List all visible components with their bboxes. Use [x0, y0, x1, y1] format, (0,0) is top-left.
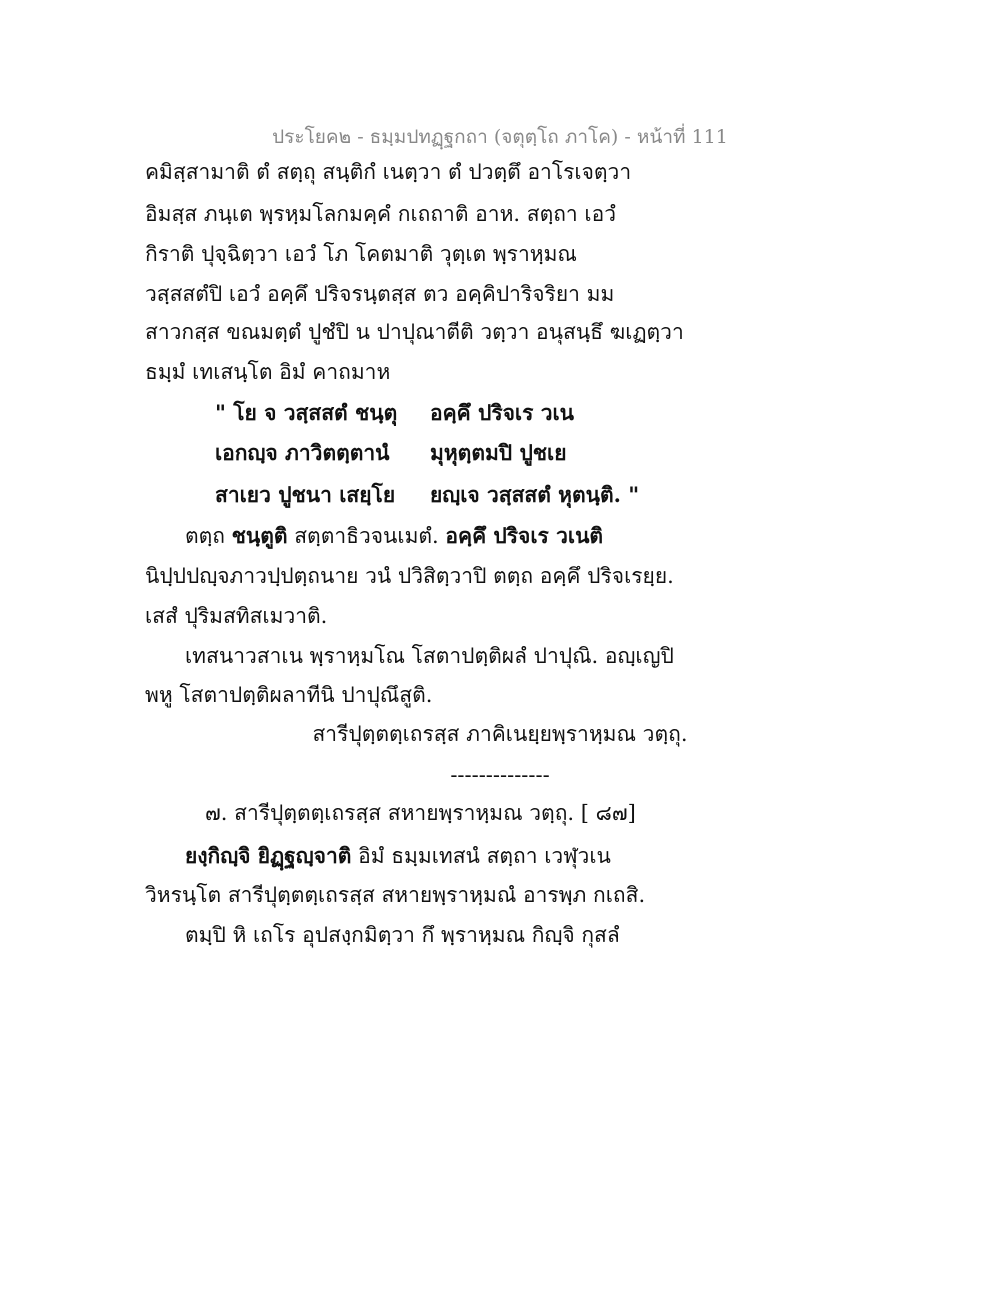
text-line: อิมสฺส ภนฺเต พฺรหฺมโลกมคฺคํ กเถถาติ อาห. สตฺถา เอวํ — [145, 202, 616, 226]
verse-line-b: ยญฺเจ วสฺสสตํ หุตนฺติ. " — [430, 482, 640, 507]
verse-line-a: " โย จ วสฺสสตํ ชนฺตุ — [215, 400, 398, 425]
verse-line-a: สาเยว ปูชนา เสยฺโย — [215, 482, 396, 507]
verse-line-b: อคฺคึ ปริจเร วเน — [430, 400, 575, 425]
text-span: สตฺตาธิวจนเมตํ. — [287, 524, 446, 548]
commentary-line — [185, 842, 905, 870]
section-divider: -------------- — [450, 763, 550, 787]
text-line: ตมฺปิ หิ เถโร อุปสงฺกมิตฺวา กึ พฺราหฺมณ กิญฺจิ กุสลํ — [185, 923, 620, 947]
story-end-title: สารีปุตฺตตฺเถรสฺส ภาคิเนยฺยพฺราหฺมณ วตฺถุ. — [312, 722, 688, 746]
keyword: ชนฺตูติ — [231, 523, 288, 548]
verse-line-b: มุหุตฺตมปิ ปูชเย — [430, 440, 567, 465]
text-line: นิปฺปปญฺจภาวปฺปตฺถนาย วนํ ปวิสิตฺวาปิ ตตฺถ อคฺคึ ปริจเรยฺย. — [145, 564, 674, 588]
text-line: ธมฺมํ เทเสนฺโต อิมํ คาถมาห — [145, 360, 391, 384]
text-line: เสสํ ปุริมสทิสเมวาติ. — [145, 604, 328, 628]
page-header: ประโยค๒ - ธมฺมปทฏฺฐกถา (จตุตฺโถ ภาโค) - หน้าที่ 111 — [272, 126, 728, 148]
text-span: อิมํ ธมฺมเทสนํ สตฺถา เวฬุวเน — [351, 844, 611, 868]
section-title: ๗. สารีปุตฺตตฺเถรสฺส สหายพฺราหฺมณ วตฺถุ. [ ๘๗] — [205, 801, 636, 825]
text-line: วิหรนฺโต สารีปุตฺตตฺเถรสฺส สหายพฺราหฺมณํ อารพฺภ กเถสิ. — [145, 883, 646, 907]
text-line: กิราติ ปุจฺฉิตฺวา เอวํ โภ โคตมาติ วุตฺเต พฺราหฺมณ — [145, 242, 577, 266]
text-line: พหู โสตาปตฺติผลาทีนิ ปาปุณึสูติ. — [145, 683, 433, 707]
text-span: ตตฺถ — [185, 524, 232, 548]
text-line: คมิสฺสามาติ ตํ สตฺถุ สนฺติกํ เนตฺวา ตํ ปวตฺตึ อาโรเจตฺวา — [145, 160, 632, 184]
commentary-line — [185, 522, 905, 550]
text-line: เทสนาวสาเน พฺราหฺมโณ โสตาปตฺติผลํ ปาปุณิ. อญฺเญปิ — [185, 644, 674, 668]
keyword: ยงฺกิญฺจิ ยิฏฺฐญฺจาติ — [185, 843, 352, 868]
text-line: สาวกสฺส ขณมตฺตํ ปูชํปิ น ปาปุณาตีติ วตฺวา อนุสนฺธึ ฆเฏตฺวา — [145, 320, 684, 344]
text-line: วสฺสสตํปิ เอวํ อคฺคึ ปริจรนฺตสฺส ตว อคฺคิปาริจริยา มม — [145, 282, 615, 306]
verse-line-a: เอกญฺจ ภาวิตตฺตานํ — [215, 440, 390, 465]
keyword: อคฺคึ ปริจเร วเนติ — [445, 523, 604, 548]
